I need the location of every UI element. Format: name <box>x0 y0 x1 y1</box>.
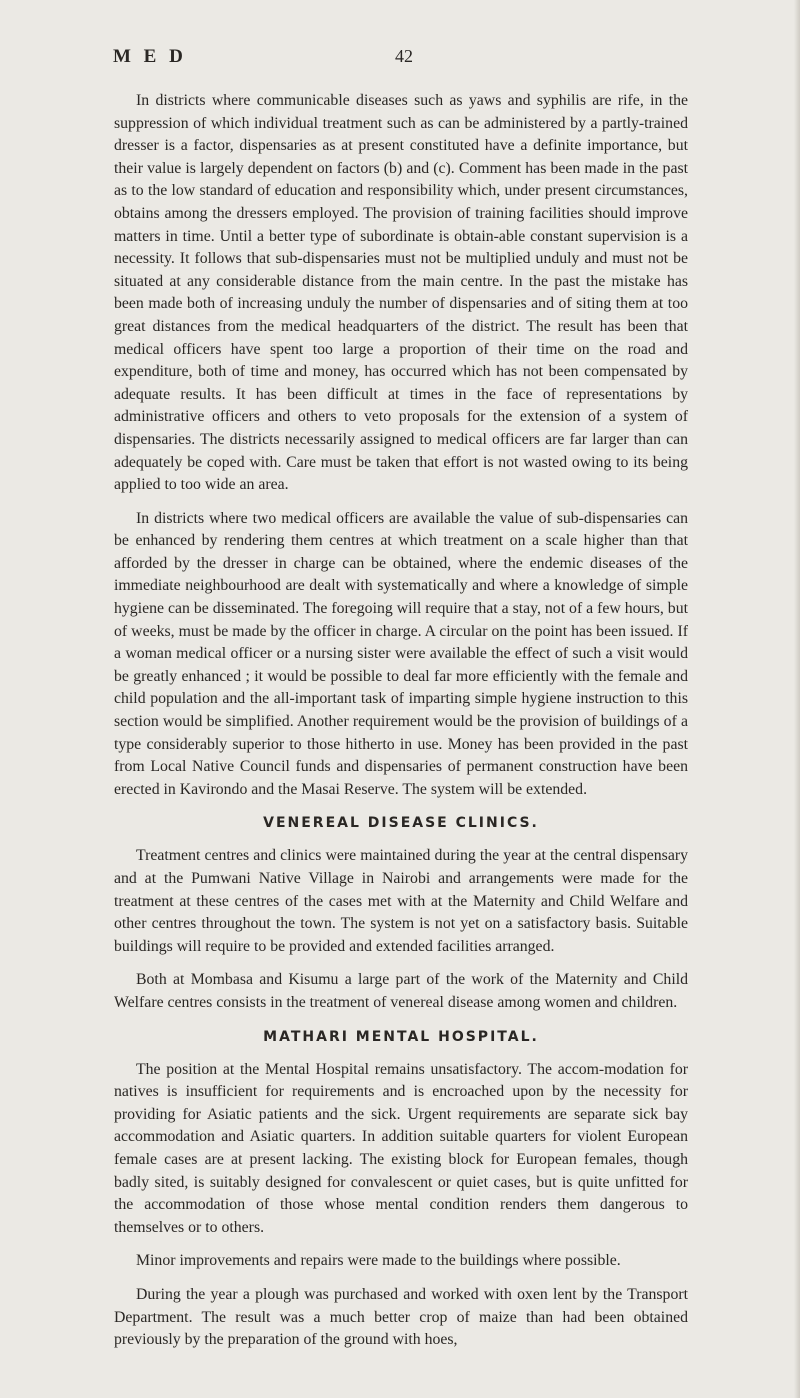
section-heading-venereal-disease-clinics: VENEREAL DISEASE CLINICS. <box>263 815 539 832</box>
page-number: 42 <box>395 46 413 66</box>
paragraph-minor-improvements: Minor improvements and repairs were made to the buildings where possible. <box>136 1252 621 1270</box>
paragraph-treatment-centres: Treatment centres and clinics were maintained during the year at the central dispensary and at the Pumwani Native Village in Nairobi and arrangements were made for the treatment at these centres of the cases met with at the Maternity and Child Welfare and other centres throughout the town. The system is not yet on a satisfactory basis. Suitable buildings will require to be provided and extended facilities arranged. <box>114 847 688 955</box>
paragraph-mental-hospital-position: The position at the Mental Hospital remains unsatisfactory. The accom-modation for natives is insufficient for requirements and is encroached upon by the necessity for providing for Asiatic patients and the sick. Urgent requirements are separate sick bay accommodation and Asiatic quarters. In addition suitable quarters for violent European female cases are at present lacking. The existing block for European females, though badly sited, is suitably designed for convalescent or quiet cases, but is quite unfitted for the accommodation of those whose mental condition renders them dangerous to themselves or to others. <box>114 1060 688 1236</box>
page-header <box>113 46 687 76</box>
section-heading-mathari-mental-hospital: MATHARI MENTAL HOSPITAL. <box>263 1028 539 1045</box>
paragraph-plough: During the year a plough was purchased and worked with oxen lent by the Transport Department. The result was a much better crop of maize than had been obtained previously by the preparation of the ground with hoes, <box>114 1285 688 1349</box>
paragraph-sub-dispensaries: In districts where two medical officers are available the value of sub-dispensaries can be enhanced by rendering them centres at which treatment on a scale higher than that afforded by the dresser in charge can be obtained, where the endemic diseases of the immediate neighbourhood are dealt with systematically and where a knowledge of simple hygiene can be disseminated. The foregoing will require that a stay, not of a few hours, but of weeks, must be made by the officer in charge. A circular on the point has been issued. If a woman medical officer or a nursing sister were available the effect of such a visit would be greatly enhanced ; it would be possible to deal far more efficiently with the female and child population and the all-important task of imparting simple hygiene instruction to this section would be simplified. Another requirement would be the provision of buildings of a type considerably superior to those hitherto in use. Money has been provided in the past from Local Native Council funds and dispensaries of permanent construction have been erected in Kavirondo and the Masai Reserve. The system will be extended. <box>114 509 688 798</box>
body-text <box>114 90 688 1363</box>
paragraph-dispensaries: In districts where communicable diseases such as yaws and syphilis are rife, in the suppression of which individual treatment such as can be administered by a partly-trained dresser is a factor, dispensaries as at present constituted have a definite importance, but their value is largely dependent on factors (b) and (c). Comment has been made in the past as to the low standard of education and responsibility which, under present circumstances, obtains among the dressers employed. The provision of training facilities should improve matters in time. Until a better type of subordinate is obtain-able constant supervision is a necessity. It follows that sub-dispensaries must not be multiplied unduly and must not be situated at any considerable distance from the main centre. In the past the mistake has been made both of increasing unduly the number of dispensaries and of siting them at too great distances from the medical headquarters of the district. The result has been that medical officers have spent too large a proportion of their time on the road and expenditure, both of time and money, has occurred which has not been compensated by adequate results. It has been difficult at times in the face of representations by administrative officers and others to veto proposals for the extension of a system of dispensaries. The districts necessarily assigned to medical officers are far larger than can adequately be coped with. Care must be taken that effort is not wasted owing to its being applied to too wide an area. <box>114 92 688 494</box>
paragraph-mombasa-kisumu: Both at Mombasa and Kisumu a large part of the work of the Maternity and Child Welfare centres consists in the treatment of venereal disease among women and children. <box>114 971 688 1011</box>
running-head: M E D <box>113 46 187 67</box>
page-edge-shadow <box>794 0 800 1398</box>
